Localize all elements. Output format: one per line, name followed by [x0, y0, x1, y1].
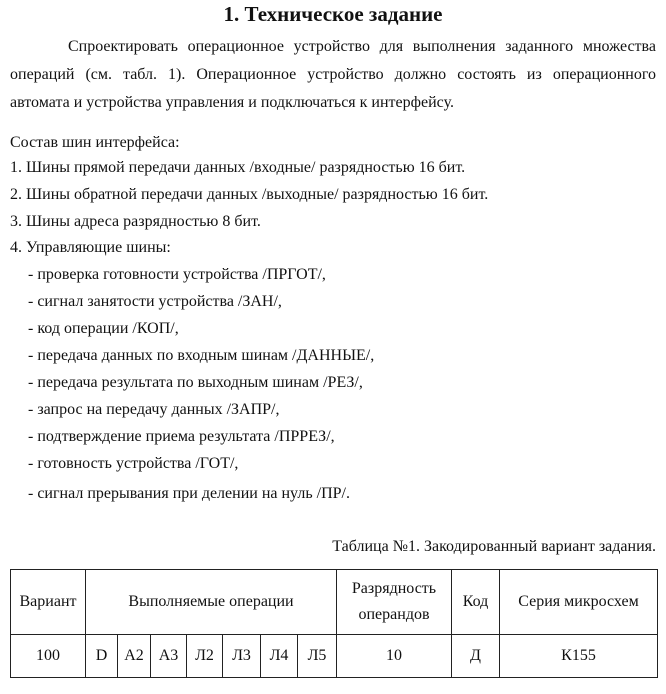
cell-op: D: [86, 635, 118, 678]
intro-line-2: операций (см. табл. 1). Операционное устройство должно состоять из операционного: [10, 66, 656, 83]
control-bus-item: - подтверждение приема результата /ПРРЕЗ/,: [28, 428, 335, 445]
header-width: [337, 570, 452, 635]
cell-op: A3: [151, 635, 187, 678]
bus-item: 4. Управляющие шины:: [10, 239, 171, 256]
intro-line-3: автомата и устройства управления и подключаться к интерфейсу.: [10, 94, 454, 111]
intro-line-1: Спроектировать операционное устройство для выполнения заданного множества: [68, 38, 656, 55]
header-width-line-2: операндов: [358, 606, 430, 623]
control-bus-item: - проверка готовности устройства /ПРГОТ/,: [28, 266, 326, 283]
control-bus-item: - сигнал занятости устройства /ЗАН/,: [28, 293, 282, 310]
cell-op: Л3: [223, 635, 261, 678]
table-header-row: [11, 570, 658, 635]
header-code: Код: [452, 570, 500, 635]
variant-table: [10, 569, 658, 678]
cell-series: К155: [500, 635, 658, 678]
header-operations: Выполняемые операции: [86, 570, 337, 635]
cell-variant: 100: [11, 635, 86, 678]
table-caption: Таблица №1. Закодированный вариант задания.: [332, 538, 656, 555]
bus-item: 1. Шины прямой передачи данных /входные/ разрядностью 16 бит.: [10, 159, 466, 176]
bus-item: 2. Шины обратной передачи данных /выходные/ разрядностью 16 бит.: [10, 186, 489, 203]
cell-code: Д: [452, 635, 500, 678]
control-bus-item: - сигнал прерывания при делении на нуль /ПР/.: [28, 485, 350, 502]
control-bus-item: - код операции /КОП/,: [28, 320, 179, 337]
control-bus-item: - передача результата по выходным шинам /РЕЗ/,: [28, 374, 363, 391]
table-row: [11, 635, 658, 678]
bus-heading: Состав шин интерфейса:: [10, 134, 180, 151]
header-width-line-1: Разрядность: [351, 580, 437, 597]
page-title: 1. Техническое задание: [223, 2, 443, 26]
cell-op: A2: [118, 635, 151, 678]
control-bus-item: - готовность устройства /ГОТ/,: [28, 455, 239, 472]
cell-op: Л4: [261, 635, 298, 678]
cell-op: Л5: [298, 635, 337, 678]
cell-op: Л2: [187, 635, 223, 678]
header-variant: Вариант: [11, 570, 86, 635]
control-bus-item: - запрос на передачу данных /ЗАПР/,: [28, 401, 280, 418]
header-series: Серия микросхем: [500, 570, 658, 635]
cell-width: 10: [337, 635, 452, 678]
control-bus-item: - передача данных по входным шинам /ДАННЫЕ/,: [28, 347, 375, 364]
bus-item: 3. Шины адреса разрядностью 8 бит.: [10, 213, 261, 230]
